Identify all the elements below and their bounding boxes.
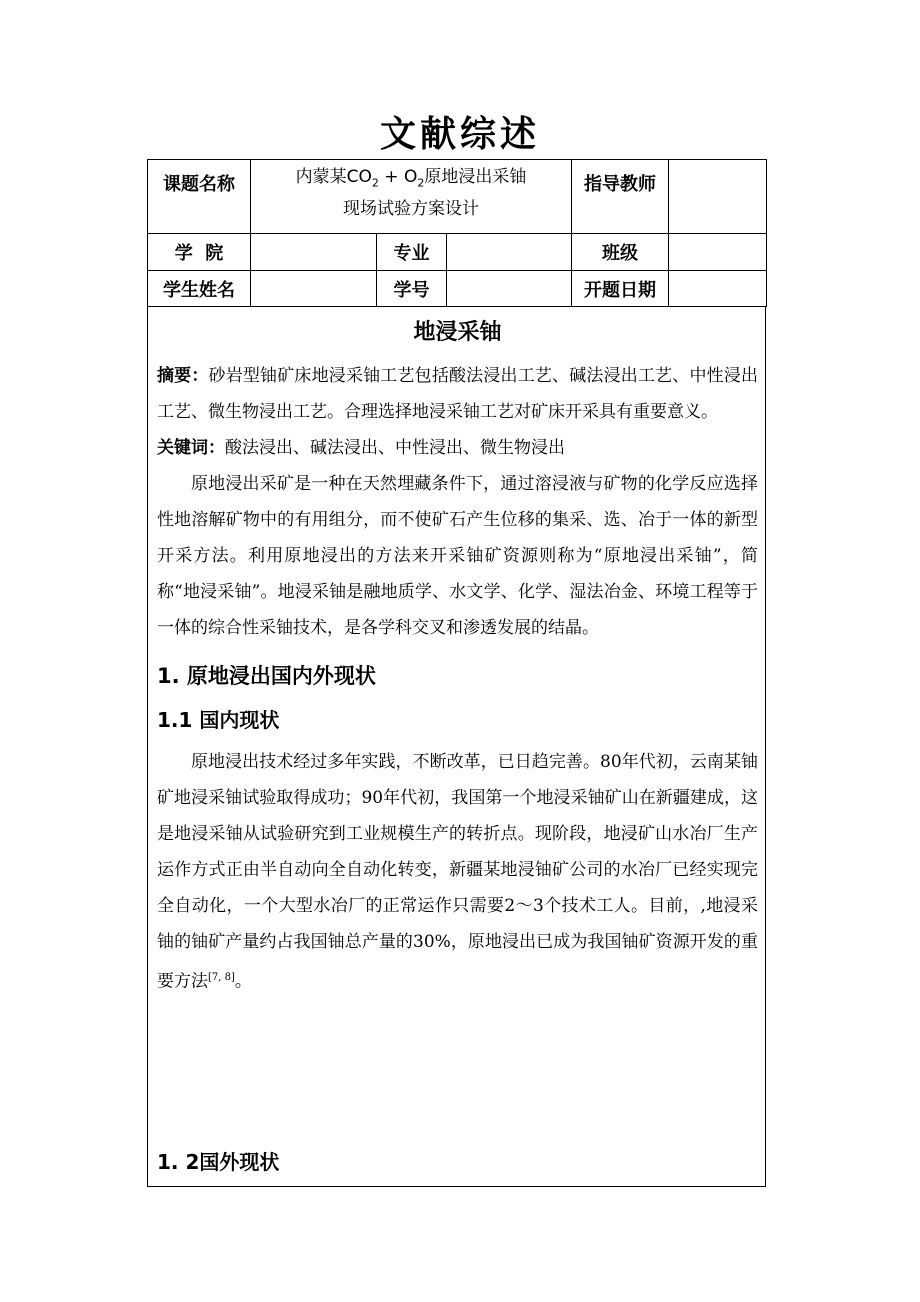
info-table xyxy=(147,159,767,307)
topic-sub2: 2 xyxy=(417,176,425,190)
student-name-value[interactable] xyxy=(251,271,377,307)
college-value[interactable] xyxy=(251,234,377,271)
advisor-label: 指导教师 xyxy=(572,160,669,234)
keywords-label: 关键词： xyxy=(157,438,225,458)
domestic-end: 。 xyxy=(234,971,252,992)
topic-value xyxy=(251,160,572,234)
major-label: 专业 xyxy=(377,234,447,271)
abstract xyxy=(157,358,758,430)
section-title: 地浸采铀 xyxy=(413,320,502,345)
page-title: 文献综述 xyxy=(379,113,540,155)
domestic-paragraph xyxy=(157,744,758,1000)
college-label: 学 院 xyxy=(148,234,251,271)
keywords-text: 酸法浸出、碱法浸出、中性浸出、微生物浸出 xyxy=(225,438,565,458)
domestic-text: 原地浸出技术经过多年实践，不断改革，已日趋完善。80年代初，云南某铀矿地浸采铀试验取得成功；90年代初，我国第一个地浸采铀矿山在新疆建成，这是地浸采铀从试验研究到工业规模生产的转折点。现阶段，地浸矿山水冶厂生产运作方式正由半自动向全自动化转变，新疆某地浸铀矿公司的水冶厂已经实现完全自动化，一个大型水冶厂的正常运作只需要2～3个技术工人。目前，,地浸采铀的铀矿产量约占我国铀总产量的30%，原地浸出已成为我国铀矿资源开发的重要方法 xyxy=(157,752,758,992)
student-id-value[interactable] xyxy=(447,271,572,307)
intro-paragraph: 原地浸出采矿是一种在天然埋藏条件下，通过溶浸液与矿物的化学反应选择性地溶解矿物中的有用组分，而不使矿石产生位移的集采、选、冶于一体的新型开采方法。利用原地浸出的方法来开采铀矿资源则称为“原地浸出采铀”，简称“地浸采铀”。地浸采铀是融地质学、水文学、化学、湿法冶金、环境工程等于一体的综合性采铀技术，是各学科交叉和渗透发展的结晶。 xyxy=(157,474,758,638)
open-date-label: 开题日期 xyxy=(572,271,669,307)
heading-domestic: 1.1 国内现状 xyxy=(157,708,280,732)
topic-label: 课题名称 xyxy=(148,160,251,234)
open-date-value[interactable] xyxy=(669,271,767,307)
heading-foreign: 1. 2国外现状 xyxy=(157,1150,280,1174)
topic-sub1: 2 xyxy=(371,176,379,190)
advisor-value[interactable] xyxy=(669,160,767,234)
student-name-label: 学生姓名 xyxy=(148,271,251,307)
class-label: 班级 xyxy=(572,234,669,271)
topic-mid: + O xyxy=(378,167,418,187)
content-inner xyxy=(157,306,759,1174)
topic-line1-pre: 内蒙某CO xyxy=(295,167,372,187)
content-box xyxy=(147,306,766,1187)
student-id-label: 学号 xyxy=(377,271,447,307)
major-value[interactable] xyxy=(447,234,572,271)
abstract-label: 摘要： xyxy=(157,366,209,386)
heading-status: 1. 原地浸出国内外现状 xyxy=(157,664,376,688)
topic-line1-post: 原地浸出采铀 xyxy=(424,167,527,187)
class-value[interactable] xyxy=(669,234,767,271)
citation: [7, 8] xyxy=(208,972,235,983)
keywords xyxy=(157,430,758,466)
abstract-text: 砂岩型铀矿床地浸采铀工艺包括酸法浸出工艺、碱法浸出工艺、中性浸出工艺、微生物浸出工艺。合理选择地浸采铀工艺对矿床开采具有重要意义。 xyxy=(157,366,759,422)
topic-line1 xyxy=(251,164,571,196)
topic-line2: 现场试验方案设计 xyxy=(343,199,479,220)
